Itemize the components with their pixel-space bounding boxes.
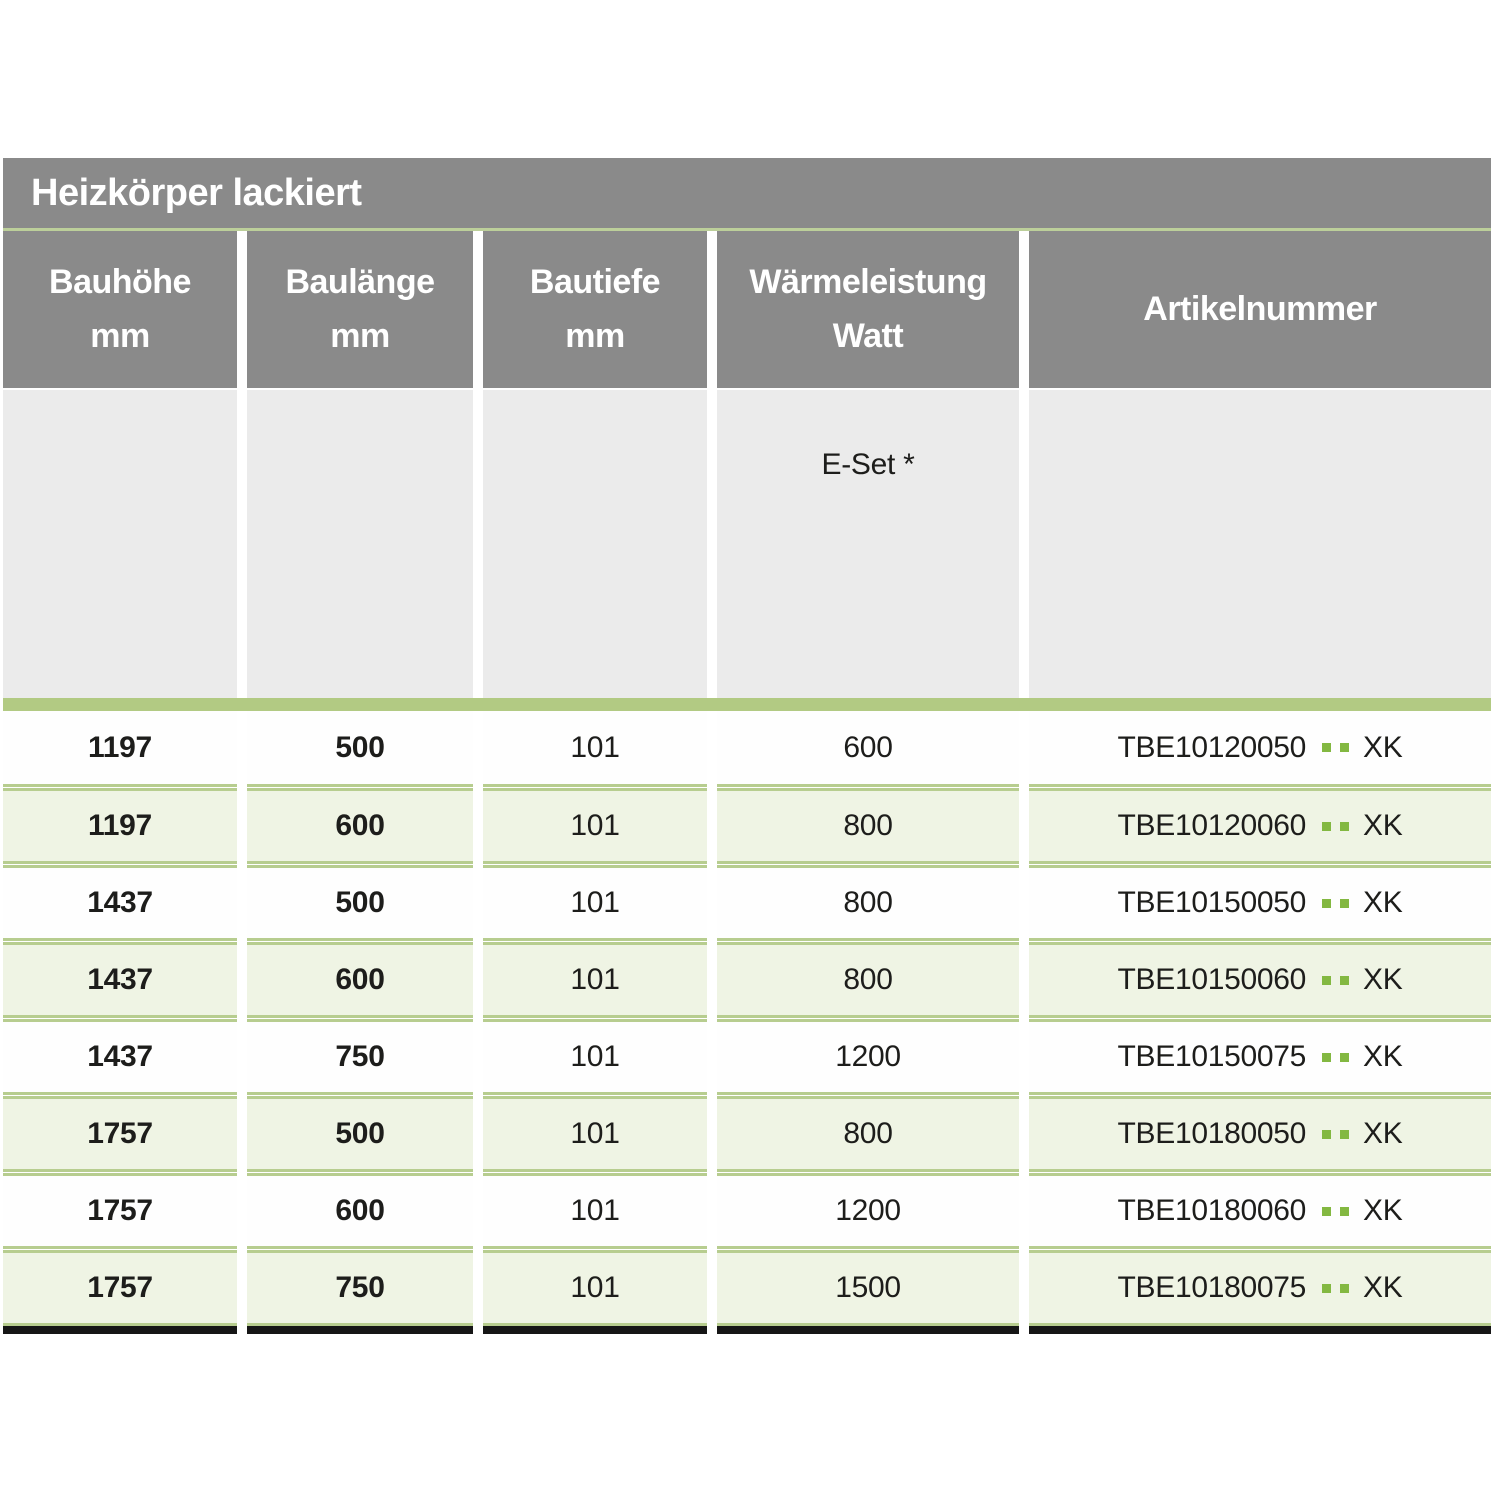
artikel-placeholder-dot [1322,899,1331,908]
column-unit: Watt [832,316,904,355]
cell-bautiefe: 101 [483,865,707,941]
artikel-placeholder-dot [1340,822,1349,831]
artikel-suffix: XK [1363,1117,1403,1150]
cell-bauhoehe: 1757 [3,1250,237,1326]
table-title: Heizkörper lackiert [31,171,362,214]
cell-bautiefe: 101 [483,1250,707,1326]
cell-bauhoehe: 1197 [3,711,237,787]
cell-baulaenge: 600 [247,942,473,1018]
cell-watt: 800 [717,942,1019,1018]
column-unit: mm [565,316,625,355]
subheader-cell-baulaenge [247,390,473,698]
subheader-cell-eset [717,390,1019,698]
cell-bautiefe: 101 [483,942,707,1018]
cell-watt: 1200 [717,1019,1019,1095]
cell-watt: 1200 [717,1173,1019,1249]
cell-bautiefe: 101 [483,1019,707,1095]
artikel-placeholder-dot [1322,976,1331,985]
artikel-placeholder-dot [1340,1207,1349,1216]
cell-watt: 800 [717,865,1019,941]
column-label: Bauhöhe [49,262,191,301]
cell-baulaenge: 600 [247,1173,473,1249]
cell-watt: 600 [717,711,1019,787]
header-cell-baulaenge [247,231,473,388]
subheader-cell-artikelnummer [1029,390,1491,698]
artikel-suffix: XK [1363,1040,1403,1073]
header-cell-bautiefe [483,231,707,388]
cell-baulaenge: 750 [247,1019,473,1095]
artikel-prefix: TBE10120050 [1117,730,1307,764]
subheader-row [3,390,1491,698]
cell-bautiefe: 101 [483,788,707,864]
bottom-border-segment [247,1326,473,1334]
artikel-prefix: TBE10150050 [1117,886,1307,919]
table-row [3,865,1491,941]
artikel-prefix: TBE10180050 [1117,1117,1307,1150]
header-cell-artikelnummer [1029,231,1491,388]
cell-artikelnummer [1029,1096,1491,1172]
cell-bauhoehe: 1757 [3,1096,237,1172]
artikel-placeholder-dot [1322,1207,1331,1216]
column-label: Wärmeleistung [749,262,987,301]
column-label: Bautiefe [529,262,661,301]
artikel-suffix: XK [1363,809,1403,842]
artikel-suffix: XK [1363,1271,1403,1304]
column-label: Baulänge [285,262,435,301]
cell-bauhoehe: 1437 [3,942,237,1018]
artikel-suffix: XK [1363,886,1403,919]
table-body [3,711,1491,1326]
section-divider-bar [3,698,1491,711]
cell-artikelnummer [1029,942,1491,1018]
table-row [3,1096,1491,1172]
artikel-placeholder-dot [1322,1130,1331,1139]
column-unit: mm [90,316,150,355]
artikel-placeholder-dot [1340,1053,1349,1062]
table-row [3,1173,1491,1249]
header-row [3,231,1491,388]
table-row [3,711,1491,787]
table-row [3,1019,1491,1095]
cell-baulaenge: 500 [247,865,473,941]
cell-artikelnummer [1029,1019,1491,1095]
cell-artikelnummer [1029,1250,1491,1326]
bottom-border-segment [1029,1326,1491,1334]
artikel-placeholder-dot [1340,976,1349,985]
artikel-prefix: TBE10120060 [1117,809,1307,842]
artikel-placeholder-dot [1340,1284,1349,1293]
cell-bauhoehe: 1757 [3,1173,237,1249]
artikel-prefix: TBE10180075 [1117,1271,1307,1304]
cell-bauhoehe: 1197 [3,788,237,864]
cell-bauhoehe: 1437 [3,1019,237,1095]
cell-baulaenge: 500 [247,711,473,787]
header-cell-bauhoehe [3,231,237,388]
artikel-prefix: TBE10150075 [1117,1040,1307,1073]
artikel-suffix: XK [1363,963,1403,996]
product-spec-table [3,158,1491,1334]
cell-watt: 1500 [717,1250,1019,1326]
subheader-cell-bauhoehe [3,390,237,698]
artikel-placeholder-dot [1340,743,1349,752]
cell-artikelnummer [1029,865,1491,941]
artikel-placeholder-dot [1322,1284,1331,1293]
cell-watt: 800 [717,1096,1019,1172]
cell-baulaenge: 600 [247,788,473,864]
header-cell-waermeleistung [717,231,1019,388]
table-row [3,942,1491,1018]
artikel-suffix: XK [1363,730,1403,764]
table-row [3,788,1491,864]
table-row [3,1250,1491,1326]
artikel-placeholder-dot [1340,899,1349,908]
artikel-placeholder-dot [1322,822,1331,831]
bottom-border-row [3,1326,1491,1334]
artikel-prefix: TBE10150060 [1117,963,1307,996]
cell-artikelnummer [1029,711,1491,787]
cell-bautiefe: 101 [483,711,707,787]
cell-artikelnummer [1029,1173,1491,1249]
artikel-placeholder-dot [1322,1053,1331,1062]
artikel-prefix: TBE10180060 [1117,1194,1307,1227]
subheader-cell-bautiefe [483,390,707,698]
cell-bauhoehe: 1437 [3,865,237,941]
artikel-placeholder-dot [1322,743,1331,752]
column-label: Artikelnummer [1143,289,1377,328]
cell-artikelnummer [1029,788,1491,864]
cell-baulaenge: 500 [247,1096,473,1172]
bottom-border-segment [717,1326,1019,1334]
artikel-placeholder-dot [1340,1130,1349,1139]
column-unit: mm [330,316,390,355]
cell-bautiefe: 101 [483,1173,707,1249]
cell-baulaenge: 750 [247,1250,473,1326]
bottom-border-segment [3,1326,237,1334]
bottom-border-segment [483,1326,707,1334]
table-title-bar [3,158,1491,228]
eset-label: E-Set * [821,448,915,481]
cell-bautiefe: 101 [483,1096,707,1172]
artikel-suffix: XK [1363,1194,1403,1227]
cell-watt: 800 [717,788,1019,864]
